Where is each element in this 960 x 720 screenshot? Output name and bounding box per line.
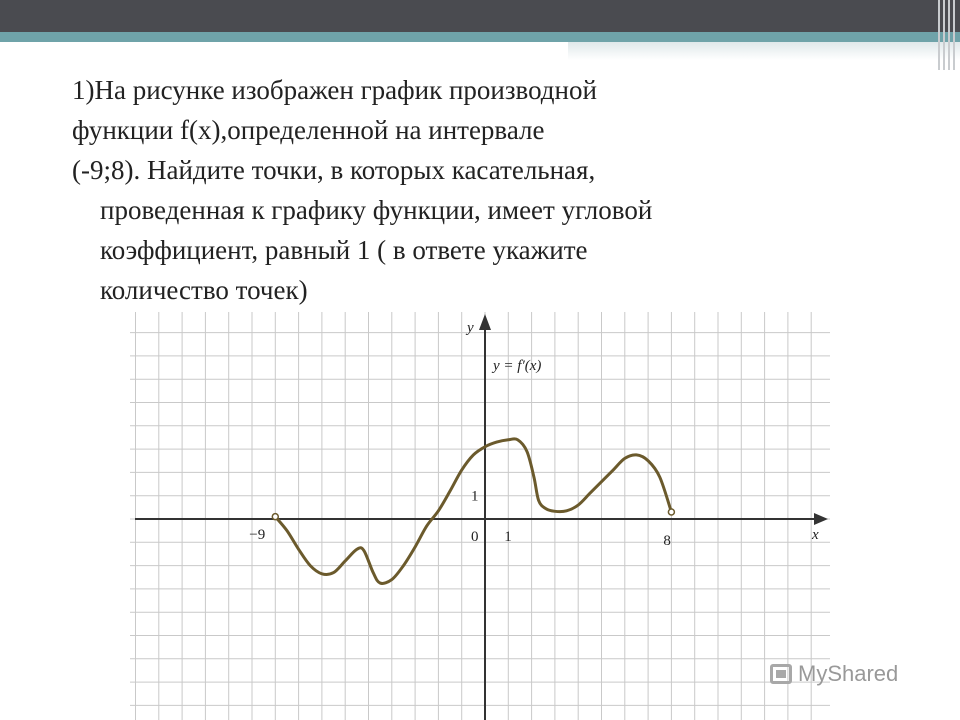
header-bar: [0, 0, 960, 32]
y-axis-label: y: [467, 320, 474, 336]
problem-line-5: коэффициент, равный 1 ( в ответе укажите: [100, 235, 588, 265]
curve-endpoint: [668, 509, 674, 515]
watermark-logo: [770, 658, 898, 690]
derivative-curve: [275, 439, 671, 584]
header-accent-fade: [568, 42, 960, 60]
problem-line-2: функции f(x),определенной на интервале: [72, 115, 545, 145]
tick-label-x-left: −9: [249, 527, 266, 543]
header-accent-stripe: [0, 32, 960, 42]
problem-line-6: количество точек): [100, 275, 308, 305]
myshared-logo-icon: [770, 664, 792, 684]
derivative-graph-svg: [130, 312, 830, 720]
header-decoration: [934, 0, 960, 70]
tick-label-y-one: 1: [471, 488, 479, 505]
derivative-graph: [130, 312, 830, 720]
tick-label-x-one: 1: [504, 529, 512, 545]
function-label: y = f′(x): [493, 358, 542, 374]
x-axis-arrow: [814, 513, 828, 525]
problem-line-4: проведенная к графику функции, имеет угловой: [100, 195, 653, 225]
y-axis-arrow: [479, 314, 491, 330]
problem-text: [72, 70, 872, 310]
x-axis-label: x: [812, 527, 819, 543]
tick-label-origin: 0: [471, 529, 479, 545]
curve-endpoint: [272, 514, 278, 520]
graph-grid: [130, 312, 830, 720]
watermark-text: MyShared: [798, 661, 899, 686]
tick-label-x-right: 8: [663, 533, 671, 549]
problem-line-1: 1)На рисунке изображен график производной: [72, 75, 597, 105]
problem-line-3: (-9;8). Найдите точки, в которых касательная,: [72, 155, 596, 185]
